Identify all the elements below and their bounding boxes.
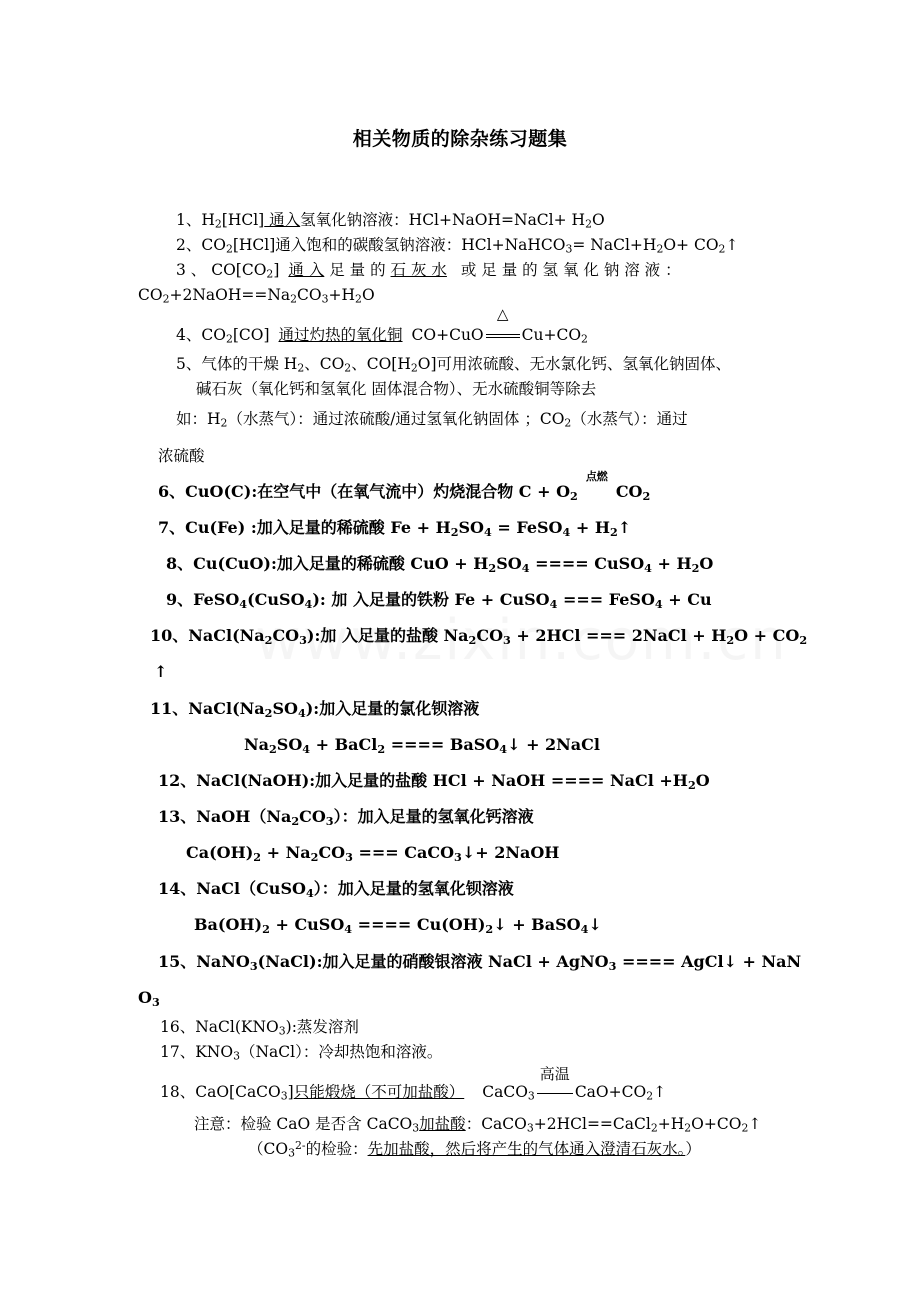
- item-5: 5、气体的干燥 $H_2$、$CO_2$、$CO[H_2O]$可用浓硫酸、无水氯化钙、氢氧化钠固体、: [176, 355, 732, 375]
- item-3-equation: $CO_2+2NaOH==Na_2CO_3+H_2O$: [138, 286, 375, 306]
- item-12: 12、NaCl(NaOH):加入足量的盐酸 HCl + NaOH ==== NaCl $+H_2O$: [158, 771, 710, 792]
- item-18: 18、CaO[CaCO$_3$]只能煅烧（不可加盐酸） CaCO$_3$ 高温 $CaO+CO_2↑$: [160, 1065, 667, 1103]
- item-5-example-cont: 浓硫酸: [158, 447, 205, 465]
- item-1: 1、$H_2[HCl]$ 通入氢氧化钠溶液：HCl+NaOH=NaCl+ $H_2O$: [176, 211, 605, 231]
- item-5-example: 如：$H_2$（水蒸气）：通过浓硫酸/通过氢氧化钠固体 ；$CO_2$（水蒸气）：通过: [176, 410, 688, 430]
- item-4: 4、$CO_2[CO]$ 通过灼热的氧化铜 CO+CuO △ $Cu+CO_2$: [176, 305, 588, 346]
- item-14-equation: $Ba(OH)_2$ + CuSO$_4$ ==== $Cu(OH)_2↓$ + BaSO$_4$↓: [194, 915, 602, 936]
- note-line-1: 注意：检验 CaO 是否含 CaCO$_3$加盐酸：$CaCO_3+2HCl==CaCl_2+H_2O+CO_2↑$: [194, 1115, 762, 1135]
- item-10: 10、$NaCl(Na_2CO_3)$:加 入足量的盐酸 $Na_2CO_3 + 2HCl$ === 2NaCl + $H_2O + CO_2$: [150, 626, 808, 647]
- item-9: 9、FeSO$_4$(CuSO$_4$): 加 入足量的铁粉 Fe + CuSO$_4$ === FeSO$_4$ + Cu: [166, 590, 712, 611]
- item-14: 14、NaCl（CuSO$_4$）：加入足量的氢氧化钡溶液: [158, 879, 514, 900]
- item-2: 2、$CO_2[HCl]$通入饱和的碳酸氢钠溶液：HCl+NaHCO$_3$= $NaCl+H_2O+$ $CO_2↑$: [176, 236, 739, 256]
- item-13-equation: $Ca(OH)_2 + Na_2CO_3$ === CaCO$_3$↓+ 2NaOH: [186, 843, 560, 864]
- item-8: 8、Cu(CuO):加入足量的稀硫酸 CuO + $H_2SO_4$ ==== CuSO$_4$ + $H_2O$: [166, 554, 714, 575]
- item-15: 15、NaNO$_3$(NaCl):加入足量的硝酸银溶液 NaCl + AgNO$_3$ ==== AgCl↓ + NaN: [158, 952, 802, 973]
- heating-condition: △: [486, 324, 520, 346]
- item-11: 11、$NaCl(Na_2SO_4)$:加入足量的氯化钡溶液: [150, 699, 480, 720]
- high-temp-condition: 高温: [537, 1081, 573, 1103]
- item-6: 6、CuO(C):在空气中（在氧气流中）灼烧混合物 $C + O_2$ 点燃 $CO_2$: [158, 470, 651, 503]
- item-10-arrow: ↑: [154, 662, 168, 681]
- item-17: 17、$KNO_3(NaCl)$：冷却热饱和溶液。: [160, 1043, 443, 1063]
- item-15-cont: $O_3$: [138, 988, 160, 1009]
- item-5-line2: 碱石灰（氧化钙和氢氧化 固体混合物）、无水硫酸铜等除去: [196, 380, 597, 398]
- ignite-condition: 点燃: [585, 470, 608, 483]
- item-16: 16、$NaCl(KNO_3)$:蒸发溶剂: [160, 1018, 359, 1038]
- item-7: 7、Cu(Fe) :加入足量的稀硫酸 $Fe + H_2SO_4$ = FeSO$_4$ + $H_2↑$: [158, 518, 632, 539]
- note-line-2: （$CO_3^{2-}$的检验：先加盐酸，然后将产生的气体通入澄清石灰水。）: [248, 1139, 701, 1160]
- document-title: 相关物质的除杂练习题集: [352, 128, 568, 150]
- item-11-equation: $Na_2SO_4$ + BaCl$_2$ ==== BaSO$_4$↓ + 2NaCl: [244, 735, 600, 756]
- item-13: 13、$NaOH(Na_2CO_3)$：加入足量的氢氧化钙溶液: [158, 807, 534, 828]
- item-3: 3 、 $CO[CO_2]$ 通 入 足 量 的 石 灰 水 或 足 量 的 氢 氧 化 钠 溶 液 ：: [176, 261, 681, 281]
